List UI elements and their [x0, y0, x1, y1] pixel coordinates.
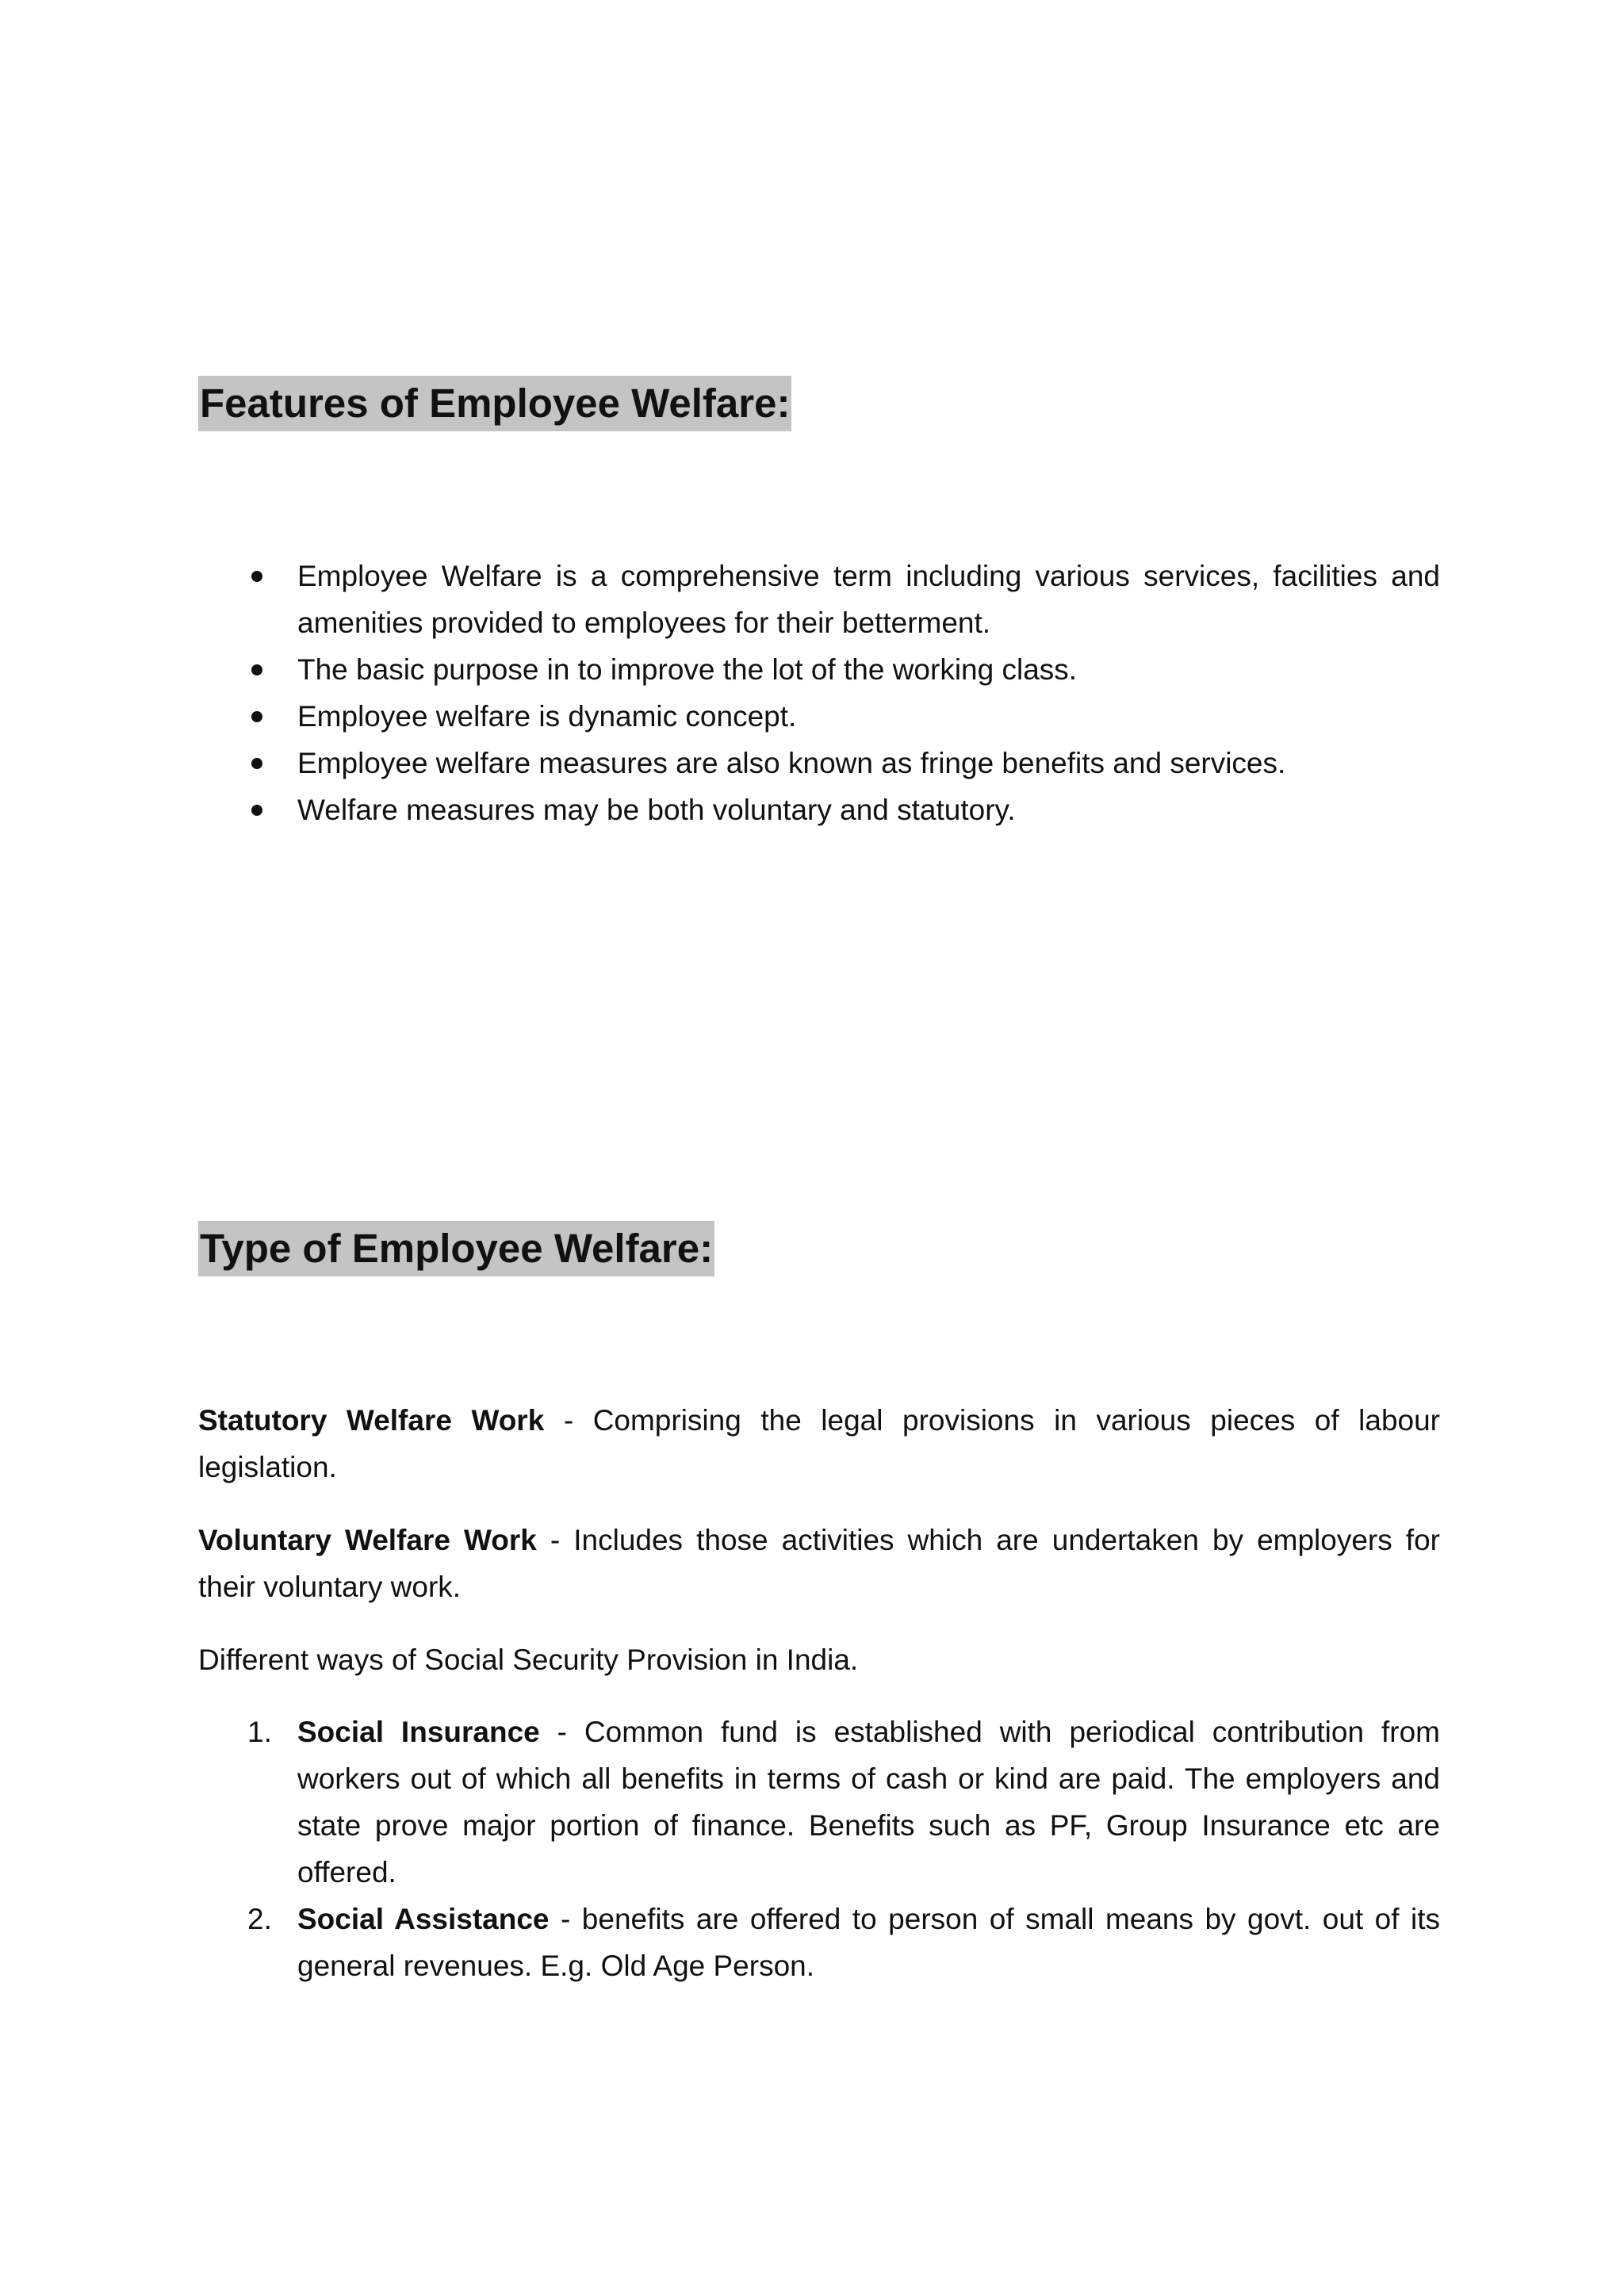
section-heading-types: Type of Employee Welfare: — [198, 1221, 714, 1276]
item-term: Social Insurance — [297, 1716, 540, 1748]
list-number: 1. — [247, 1716, 272, 1748]
item-term: Social Assistance — [297, 1903, 550, 1935]
list-item: Employee welfare is dynamic concept. — [198, 693, 1440, 740]
list-item-social-insurance — [198, 1709, 1440, 1896]
voluntary-text: - Includes those activities which are undertaken by employers for their voluntary work. — [198, 1524, 1440, 1603]
list-item: Employee welfare measures are also known as fringe benefits and services. — [198, 740, 1440, 786]
voluntary-paragraph — [198, 1517, 1440, 1610]
section-heading-features: Features of Employee Welfare: — [198, 376, 791, 431]
list-item-social-assistance — [198, 1896, 1440, 1989]
item-text: - Common fund is established with periodical contribution from workers out of which all benefits in terms of cash or kind are paid. The employers and state prove major portion of finance. Benefits such as PF, Group Insurance etc are offered. — [297, 1716, 1440, 1888]
social-security-intro: Different ways of Social Security Provision in India. — [198, 1644, 859, 1676]
list-item: Employee Welfare is a comprehensive term including various services, facilities and amenities provided to employees for their betterment. — [198, 553, 1440, 646]
list-item: Welfare measures may be both voluntary and statutory. — [198, 786, 1440, 833]
list-item: The basic purpose in to improve the lot of the working class. — [198, 646, 1440, 693]
social-security-numbered-list — [198, 1709, 1440, 1989]
features-bullet-list — [198, 553, 1440, 833]
statutory-term: Statutory Welfare Work — [198, 1404, 545, 1437]
statutory-paragraph — [198, 1397, 1440, 1490]
list-number: 2. — [247, 1903, 272, 1935]
statutory-text: - Comprising the legal provisions in various pieces of labour legislation. — [198, 1404, 1440, 1483]
voluntary-term: Voluntary Welfare Work — [198, 1524, 537, 1556]
item-text: - benefits are offered to person of small means by govt. out of its general revenues. E.g. Old Age Person. — [297, 1903, 1440, 1982]
